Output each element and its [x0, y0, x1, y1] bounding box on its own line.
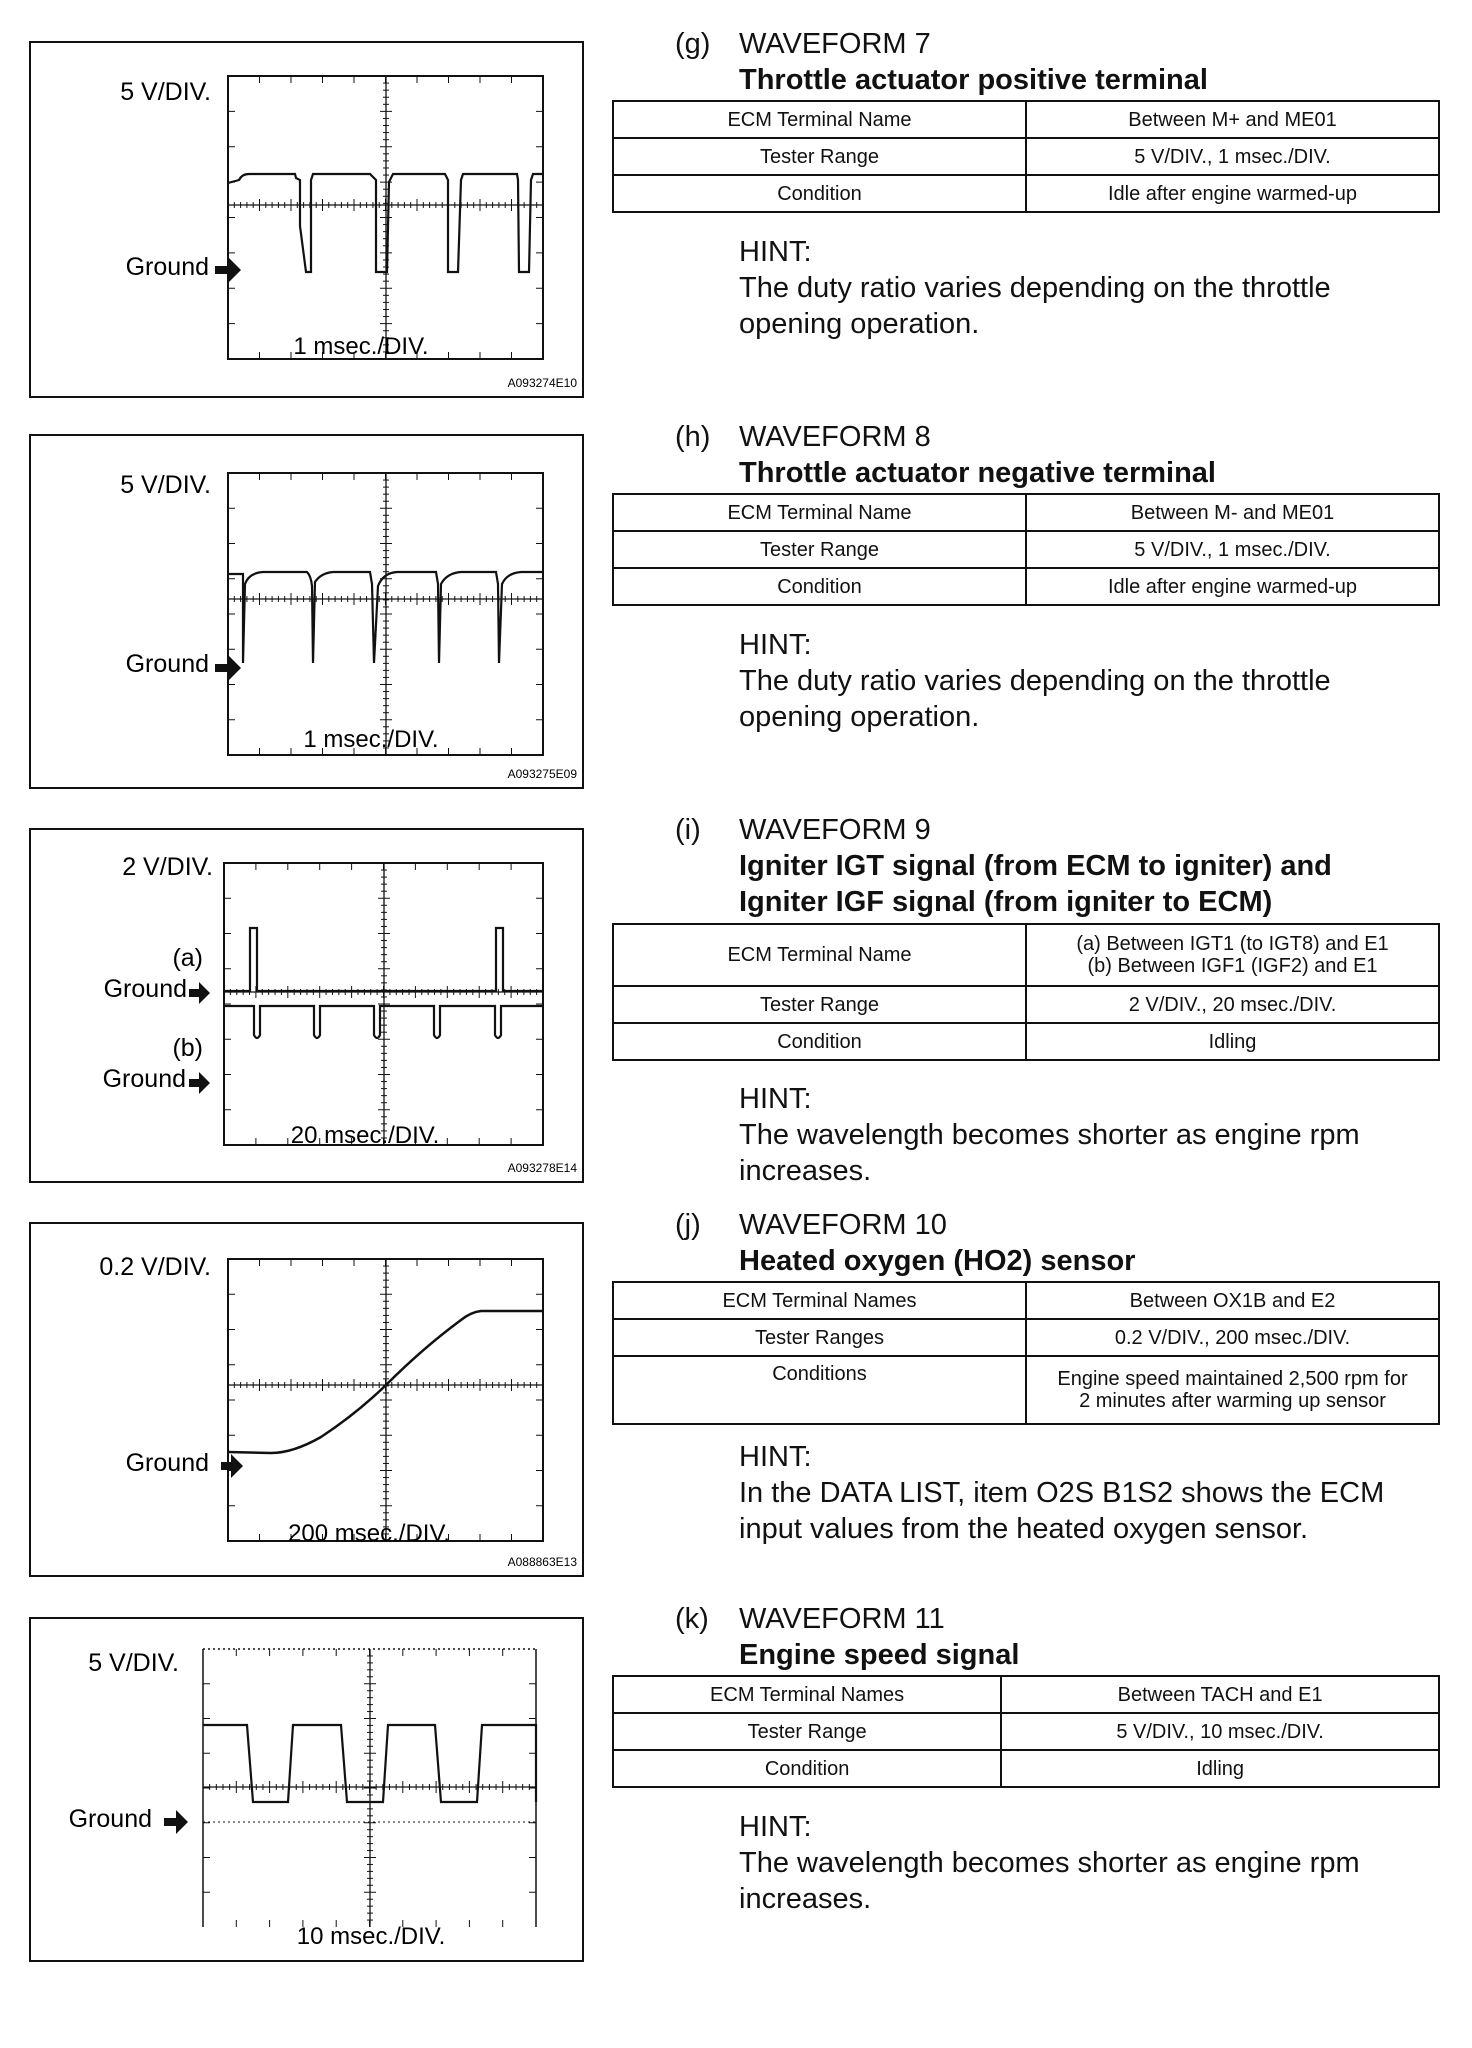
hint-text: In the DATA LIST, item O2S B1S2 shows the ECM input values from the heated oxygen sensor.: [739, 1477, 1385, 1545]
ground-arrow-icon: [164, 1810, 188, 1834]
graticule-ticks: [228, 1259, 543, 1541]
cell-line: 2 minutes after warming up sensor: [1079, 1390, 1386, 1412]
ground-b-label: Ground: [102, 1065, 186, 1093]
hint-text: The duty ratio varies depending on the throttle opening operation.: [739, 272, 1331, 340]
table-cell: Between M- and ME01: [1026, 494, 1439, 531]
waveform-8-graph: [31, 436, 586, 791]
table-row: [613, 568, 1439, 605]
table-cell: Between OX1B and E2: [1026, 1282, 1439, 1319]
cell-line: (a) Between IGT1 (to IGT8) and E1: [1076, 933, 1389, 955]
table-row: [613, 1023, 1439, 1060]
spec-table: [612, 1675, 1440, 1788]
table-cell: ECM Terminal Name: [613, 494, 1026, 531]
hint-block: [739, 1439, 1439, 1547]
table-row: [613, 924, 1439, 986]
time-per-div-label: 20 msec./DIV.: [290, 1122, 440, 1149]
graticule-ticks: [228, 473, 543, 755]
figure-code: A088863E13: [507, 1555, 577, 1569]
waveform-8-scope: [29, 434, 584, 789]
hint-label: HINT:: [739, 236, 812, 268]
section-letter: (j): [675, 1209, 701, 1241]
table-cell: Tester Range: [613, 1713, 1001, 1750]
time-per-div-label: 10 msec./DIV.: [296, 1923, 446, 1950]
section-subtitle: Engine speed signal: [739, 1639, 1020, 1671]
graticule-ticks: [228, 76, 543, 359]
section-subtitle: Throttle actuator positive terminal: [739, 64, 1208, 96]
table-cell: Tester Range: [613, 531, 1026, 568]
hint-text: The wavelength becomes shorter as engine rpm increases.: [739, 1119, 1360, 1187]
hint-text: The wavelength becomes shorter as engine rpm increases.: [739, 1847, 1360, 1915]
table-row: [613, 1713, 1439, 1750]
section-letter: (k): [675, 1603, 709, 1635]
waveform-7-scope: [29, 41, 584, 398]
hint-label: HINT:: [739, 629, 812, 661]
spec-table: [612, 100, 1440, 213]
ground-arrow-icon: [189, 982, 210, 1004]
table-row: [613, 986, 1439, 1023]
table-row: [613, 494, 1439, 531]
table-cell: Tester Ranges: [613, 1319, 1026, 1356]
table-cell: Condition: [613, 1023, 1026, 1060]
table-cell: Condition: [613, 175, 1026, 212]
volts-per-div-label: 2 V/DIV.: [122, 853, 213, 881]
section-letter: (g): [675, 28, 711, 60]
waveform-title: WAVEFORM 11: [739, 1603, 945, 1635]
figure-code: A093274E10: [507, 376, 577, 390]
subtitle-line: Igniter IGT signal (from ECM to igniter) and: [739, 850, 1332, 882]
table-cell: 5 V/DIV., 10 msec./DIV.: [1001, 1713, 1439, 1750]
table-cell: 5 V/DIV., 1 msec./DIV.: [1026, 138, 1439, 175]
hint-block: [739, 627, 1439, 735]
section-letter: (h): [675, 421, 711, 453]
table-cell: Between TACH and E1: [1001, 1676, 1439, 1713]
table-cell: 2 V/DIV., 20 msec./DIV.: [1026, 986, 1439, 1023]
table-row: [613, 1282, 1439, 1319]
volts-per-div-label: 0.2 V/DIV.: [99, 1253, 211, 1281]
ground-label: Ground: [125, 650, 209, 678]
section-letter: (i): [675, 814, 701, 846]
table-row: [613, 1319, 1439, 1356]
table-cell: ECM Terminal Names: [613, 1676, 1001, 1713]
spec-table: [612, 1281, 1440, 1425]
table-row: [613, 1356, 1439, 1424]
waveform-11-graph: [31, 1619, 586, 1964]
waveform-7-graph: [31, 43, 586, 400]
table-row: [613, 138, 1439, 175]
time-per-div-label: 200 msec./DIV.: [288, 1520, 450, 1547]
table-cell: ECM Terminal Name: [613, 924, 1026, 986]
table-cell: Conditions: [613, 1356, 1026, 1424]
table-cell: ECM Terminal Name: [613, 101, 1026, 138]
ground-a-label: Ground: [103, 975, 187, 1003]
spec-table: [612, 923, 1440, 1061]
table-row: [613, 175, 1439, 212]
channel-a-label: (a): [172, 944, 203, 972]
waveform-title: WAVEFORM 8: [739, 421, 931, 453]
table-cell: [1026, 1356, 1439, 1424]
cell-line: Engine speed maintained 2,500 rpm for: [1057, 1368, 1408, 1390]
table-cell: Idle after engine warmed-up: [1026, 175, 1439, 212]
section-subtitle: Heated oxygen (HO2) sensor: [739, 1245, 1136, 1277]
volts-per-div-label: 5 V/DIV.: [120, 78, 211, 106]
table-cell: 5 V/DIV., 1 msec./DIV.: [1026, 531, 1439, 568]
figure-code: A093278E14: [507, 1161, 577, 1175]
table-cell: Between M+ and ME01: [1026, 101, 1439, 138]
time-per-div-label: 1 msec./DIV.: [303, 726, 439, 753]
volts-per-div-label: 5 V/DIV.: [120, 471, 211, 499]
hint-text: The duty ratio varies depending on the throttle opening operation.: [739, 665, 1331, 733]
table-cell: Idle after engine warmed-up: [1026, 568, 1439, 605]
ground-label: Ground: [125, 1449, 209, 1477]
time-per-div-label: 1 msec./DIV.: [293, 333, 429, 360]
waveform-9-scope: [29, 828, 584, 1183]
hint-label: HINT:: [739, 1441, 812, 1473]
table-row: [613, 1676, 1439, 1713]
table-cell: Tester Range: [613, 138, 1026, 175]
section-subtitle: Throttle actuator negative terminal: [739, 457, 1216, 489]
waveform-11-scope: [29, 1617, 584, 1962]
section-subtitle: [739, 848, 1332, 920]
waveform-9-graph: [31, 830, 586, 1185]
table-cell: Condition: [613, 1750, 1001, 1787]
waveform-title: WAVEFORM 9: [739, 814, 931, 846]
waveform-title: WAVEFORM 10: [739, 1209, 947, 1241]
ground-arrow-icon: [221, 1454, 243, 1478]
hint-block: [739, 1081, 1439, 1189]
subtitle-line: Igniter IGF signal (from igniter to ECM): [739, 886, 1273, 918]
channel-b-label: (b): [172, 1034, 203, 1062]
waveform-title: WAVEFORM 7: [739, 28, 931, 60]
waveform-10-graph: [31, 1224, 586, 1579]
hint-label: HINT:: [739, 1083, 812, 1115]
ground-arrow-icon: [189, 1072, 210, 1094]
figure-code: A093275E09: [507, 767, 577, 781]
hint-block: [739, 234, 1439, 342]
spec-table: [612, 493, 1440, 606]
table-cell: Idling: [1026, 1023, 1439, 1060]
table-cell: 0.2 V/DIV., 200 msec./DIV.: [1026, 1319, 1439, 1356]
cell-line: (b) Between IGF1 (IGF2) and E1: [1087, 955, 1378, 977]
ground-label: Ground: [68, 1805, 152, 1833]
table-row: [613, 1750, 1439, 1787]
hint-label: HINT:: [739, 1811, 812, 1843]
graticule-ticks: [224, 863, 543, 1145]
table-row: [613, 531, 1439, 568]
ground-label: Ground: [125, 253, 209, 281]
waveform-10-scope: [29, 1222, 584, 1577]
hint-block: [739, 1809, 1439, 1917]
volts-per-div-label: 5 V/DIV.: [88, 1649, 179, 1677]
table-cell: Idling: [1001, 1750, 1439, 1787]
table-cell: [1026, 924, 1439, 986]
table-row: [613, 101, 1439, 138]
table-cell: Condition: [613, 568, 1026, 605]
table-cell: Tester Range: [613, 986, 1026, 1023]
table-cell: ECM Terminal Names: [613, 1282, 1026, 1319]
